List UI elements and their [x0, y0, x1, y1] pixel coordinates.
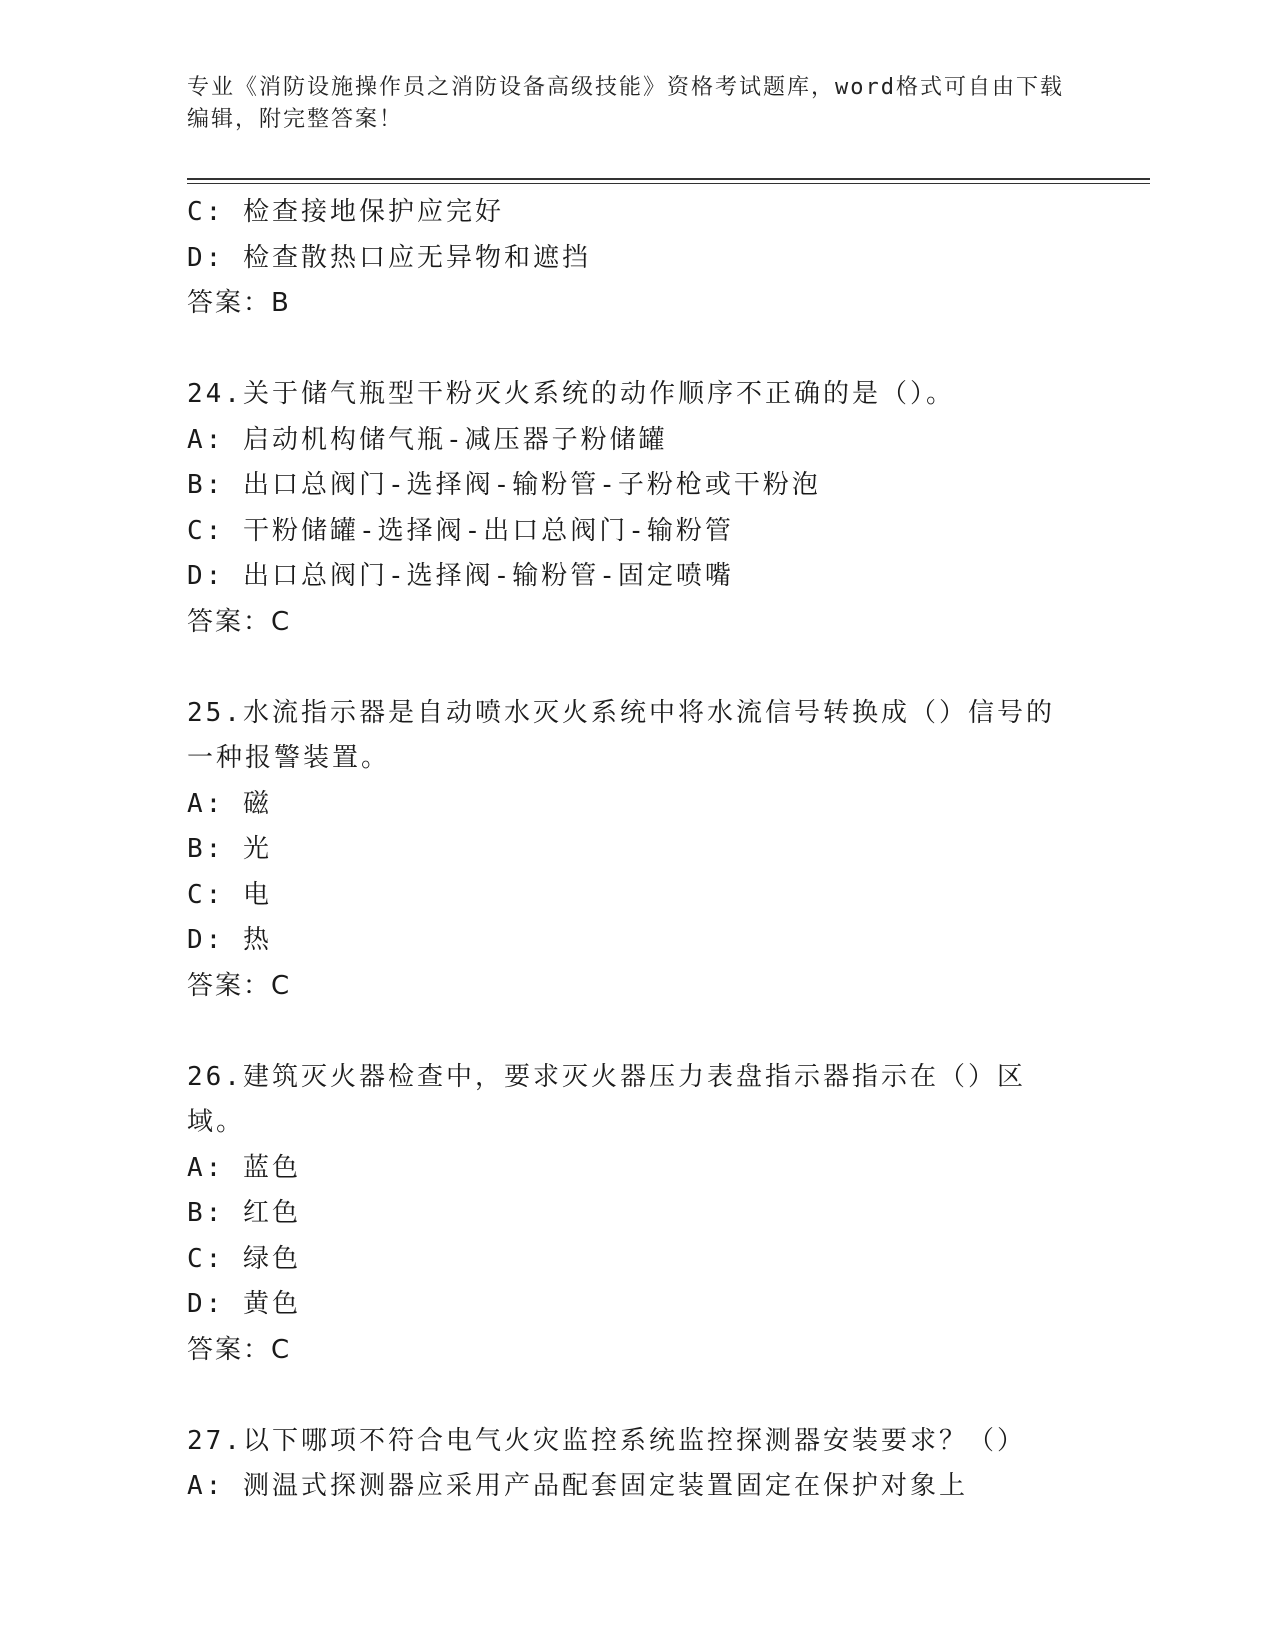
question-27 [187, 1419, 1087, 1510]
answer-line: 答案：B [187, 288, 291, 318]
spacer [187, 1373, 1087, 1419]
option-d: D: 黄色 [187, 1289, 301, 1319]
option-d: D: 热 [187, 925, 272, 955]
question-list [187, 190, 1087, 1510]
option-a: A: 测温式探测器应采用产品配套固定装置固定在保护对象上 [187, 1471, 968, 1501]
question-24 [187, 372, 1087, 645]
option-a: A: 磁 [187, 788, 272, 819]
option-d: D: 出口总阀门-选择阀-输粉管-固定喷嘴 [187, 561, 734, 591]
question-25 [187, 691, 1087, 1010]
option-b: B: 红色 [187, 1198, 301, 1228]
header-divider-thick [187, 178, 1150, 180]
option-b: B: 光 [187, 834, 272, 864]
header-text: 专业《消防设施操作员之消防设备高级技能》资格考试题库，word格式可自由下载编辑，附完整答案！ [187, 75, 1064, 132]
question-stem: 24.关于储气瓶型干粉灭火系统的动作顺序不正确的是（）。 [187, 379, 955, 409]
option-c: C: 检查接地保护应完好 [187, 197, 504, 227]
option-a: A: 蓝色 [187, 1152, 301, 1183]
header-divider-thin [187, 183, 1150, 184]
option-c: C: 电 [187, 879, 272, 910]
answer-line: 答案：C [187, 1334, 292, 1365]
option-c: C: 绿色 [187, 1243, 301, 1274]
continued-question [187, 190, 1087, 327]
page-header [187, 72, 1067, 136]
option-c: C: 干粉储罐-选择阀-出口总阀门-输粉管 [187, 515, 734, 546]
question-stem: 25.水流指示器是自动喷水灭火系统中将水流信号转换成（）信号的一种报警装置。 [187, 697, 1055, 773]
spacer [187, 327, 1087, 373]
spacer [187, 1009, 1087, 1055]
question-stem: 26.建筑灭火器检查中，要求灭火器压力表盘指示器指示在（）区域。 [187, 1061, 1026, 1137]
question-stem: 27.以下哪项不符合电气火灾监控系统监控探测器安装要求？（） [187, 1425, 1026, 1456]
answer-line: 答案：C [187, 606, 292, 637]
option-b: B: 出口总阀门-选择阀-输粉管-子粉枪或干粉泡 [187, 470, 821, 500]
option-a: A: 启动机构储气瓶-减压器子粉储罐 [187, 424, 668, 455]
option-d: D: 检查散热口应无异物和遮挡 [187, 242, 591, 273]
answer-line: 答案：C [187, 970, 292, 1001]
question-26 [187, 1055, 1087, 1374]
spacer [187, 645, 1087, 691]
